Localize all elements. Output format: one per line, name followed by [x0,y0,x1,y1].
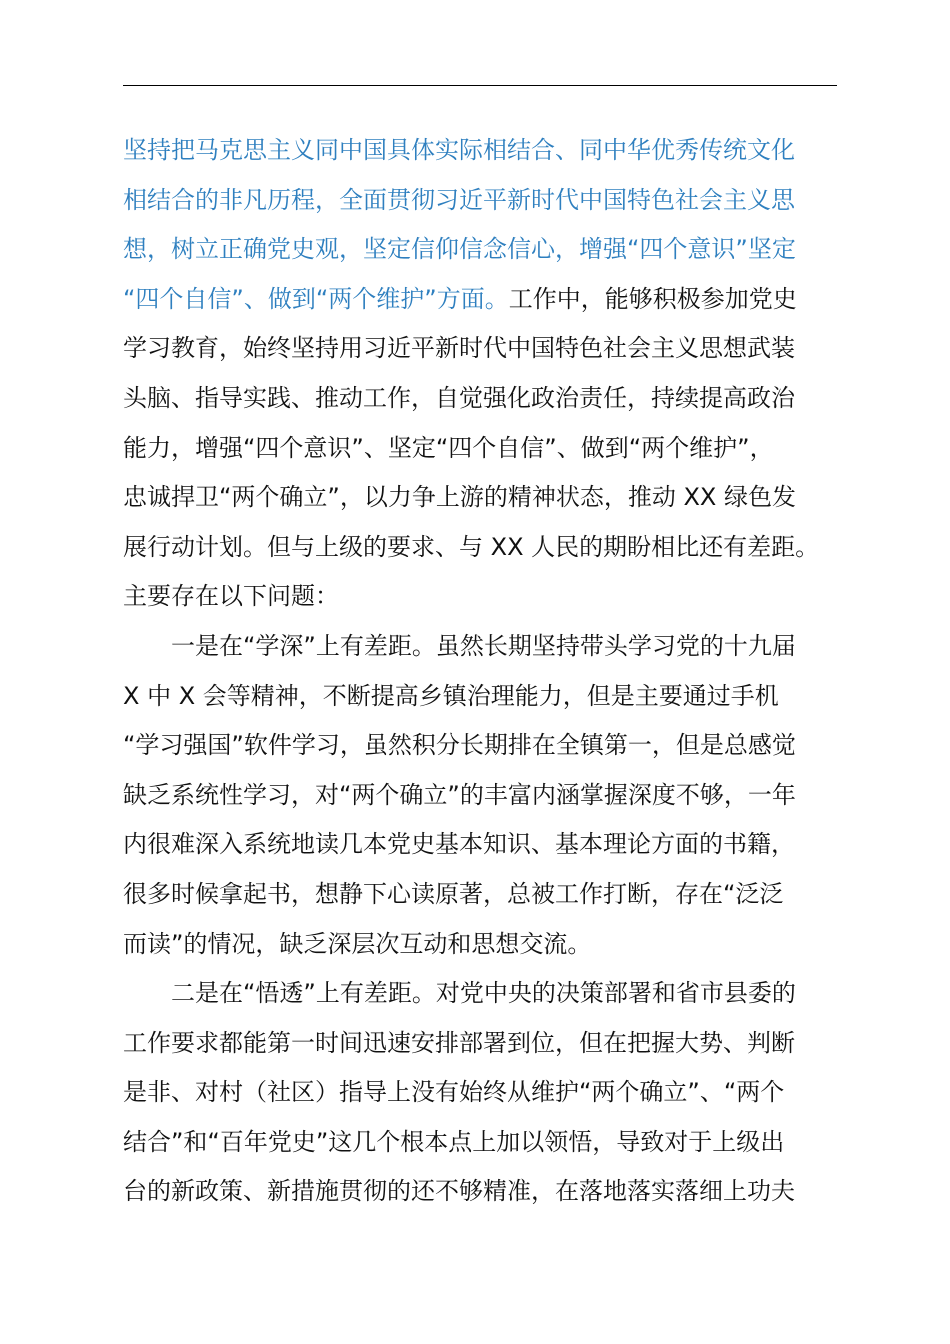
body-text: 头脑、指导实践、推动工作，自觉强化政治责任，持续提高政治 [123,383,795,412]
text-line [123,920,843,970]
body-text: 忠诚捍卫“两个确立”，以力争上游的精神状态，推动 XX 绿色发 [123,483,797,512]
paragraph-first-line [123,969,843,1019]
body-text: 缺乏系统性学习，对“两个确立”的丰富内涵掌握深度不够，一年 [123,780,796,809]
text-line [123,1167,843,1217]
body-text: 一是在“学深”上有差距。虽然长期坚持带头学习党的十九届 [171,631,796,660]
body-text: 工作要求都能第一时间迅速安排部署到位，但在把握大势、判断 [123,1028,795,1057]
paragraph-first-line [123,622,843,672]
text-line [123,1118,843,1168]
body-text: 内很难深入系统地读几本党史基本知识、基本理论方面的书籍， [123,830,795,859]
body-text: 是非、对村（社区）指导上没有始终从维护“两个确立”、“两个 [123,1078,785,1107]
text-line [123,225,843,275]
body-text: 二是在“悟透”上有差距。对党中央的决策部署和省市县委的 [171,979,796,1008]
body-text: X 中 X 会等精神，不断提高乡镇治理能力，但是主要通过手机 [123,681,779,710]
body-text: 学习教育，始终坚持用习近平新时代中国特色社会主义思想武装 [123,334,795,363]
text-line [123,176,843,226]
text-line [123,771,843,821]
body-text: 能力，增强“四个意识”、坚定“四个自信”、做到“两个维护”， [123,433,774,462]
text-line [123,1068,843,1118]
header-rule [123,85,837,86]
document-body [123,126,843,1217]
text-line [123,870,843,920]
highlighted-text: 相结合的非凡历程，全面贯彻习近平新时代中国特色社会主义思 [123,185,795,214]
text-line [123,1019,843,1069]
body-text: “学习强国”软件学习，虽然积分长期排在全镇第一，但是总感觉 [123,731,796,760]
text-line [123,523,843,573]
body-text: 结合”和“百年党史”这几个根本点上加以领悟，导致对于上级出 [123,1127,785,1156]
highlighted-text: 坚持把马克思主义同中国具体实际相结合、同中华优秀传统文化 [123,136,795,164]
text-line [123,820,843,870]
text-line [123,721,843,771]
text-line [123,672,843,722]
body-text: 工作中，能够积极参加党史 [508,284,797,313]
text-line [123,126,843,176]
text-line [123,473,843,523]
text-line [123,324,843,374]
text-line [123,275,843,325]
body-text: 主要存在以下问题： [123,582,339,611]
body-text: 而读”的情况，缺乏深层次互动和思想交流。 [123,929,592,958]
text-line [123,572,843,622]
body-text: 展行动计划。但与上级的要求、与 XX 人民的期盼相比还有差距。 [123,532,820,561]
text-line [123,374,843,424]
text-line [123,424,843,474]
body-text: 很多时候拿起书，想静下心读原著，总被工作打断，存在“泛泛 [123,879,784,908]
highlighted-text: “四个自信”、做到“两个维护”方面。 [123,284,509,313]
body-text: 台的新政策、新措施贯彻的还不够精准，在落地落实落细上功夫 [123,1177,795,1206]
highlighted-text: 想，树立正确党史观，坚定信仰信念信心，增强“四个意识”坚定 [123,235,796,264]
